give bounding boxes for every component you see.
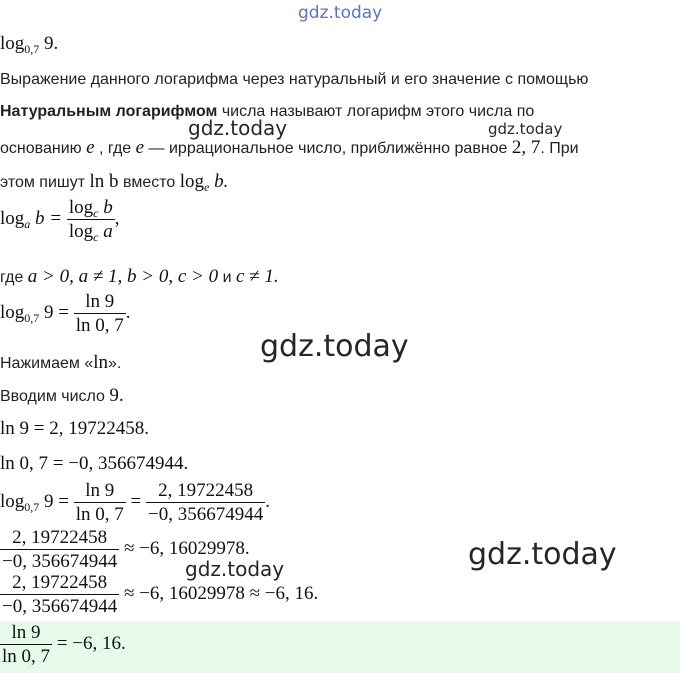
final-answer: $\frac{\ln 9}{\ln 0, 7}$ = −6, 16. [2,622,126,667]
intro-text: Выражение данного логарифма через натуральный и его значение с помощью [0,71,589,88]
step-round: $\frac{2, 19722458}{-0, 356674944}$ ≈ −6, 16029978 ≈ −6, 16. [2,572,319,617]
definition-line-2: основанию e , где e — иррациональное число, приближённо равное 2, 7. При [0,137,579,158]
watermark-top: gdz.today [298,3,383,23]
definition-line-3: этом пишут ln b вместо $\log_e b$. [0,171,229,194]
definition-line-1: Натуральным логарифмом числа называют логарифм этого числа по [0,103,535,120]
press-ln-step: Нажимаем «ln». [0,352,122,373]
watermark: gdz.today [260,329,409,364]
ln07-value: ln 0, 7 = −0, 356674944. [0,453,189,474]
watermark: gdz.today [188,116,288,140]
step-change-base: $\log_{0,7} 9$ = $\frac{\ln 9}{\ln 0, 7}$ . [0,291,131,336]
task-expression: $\log_{0,7} 9$. [0,33,59,56]
step-divide: $\frac{2, 19722458}{-0, 356674944}$ ≈ −6, 16029978. [2,527,250,572]
watermark: gdz.today [488,120,563,138]
step-substitute: $\log_{0,7} 9$ = $\frac{\ln 9}{\ln 0, 7}$ = $\frac{2, 19722458}{-0, 356674944}$ . [0,480,270,525]
conditions: где a > 0, a ≠ 1, b > 0, c > 0 и c ≠ 1. [0,266,279,287]
enter-number-step: Вводим число 9. [0,385,124,406]
ln9-value: ln 9 = 2, 19722458. [0,418,149,439]
change-of-base-formula: $\log_a b$ = $\frac{\log_c b}{\log_c a}$ , [0,197,120,244]
watermark: gdz.today [468,537,617,572]
watermark: gdz.today [185,557,285,581]
